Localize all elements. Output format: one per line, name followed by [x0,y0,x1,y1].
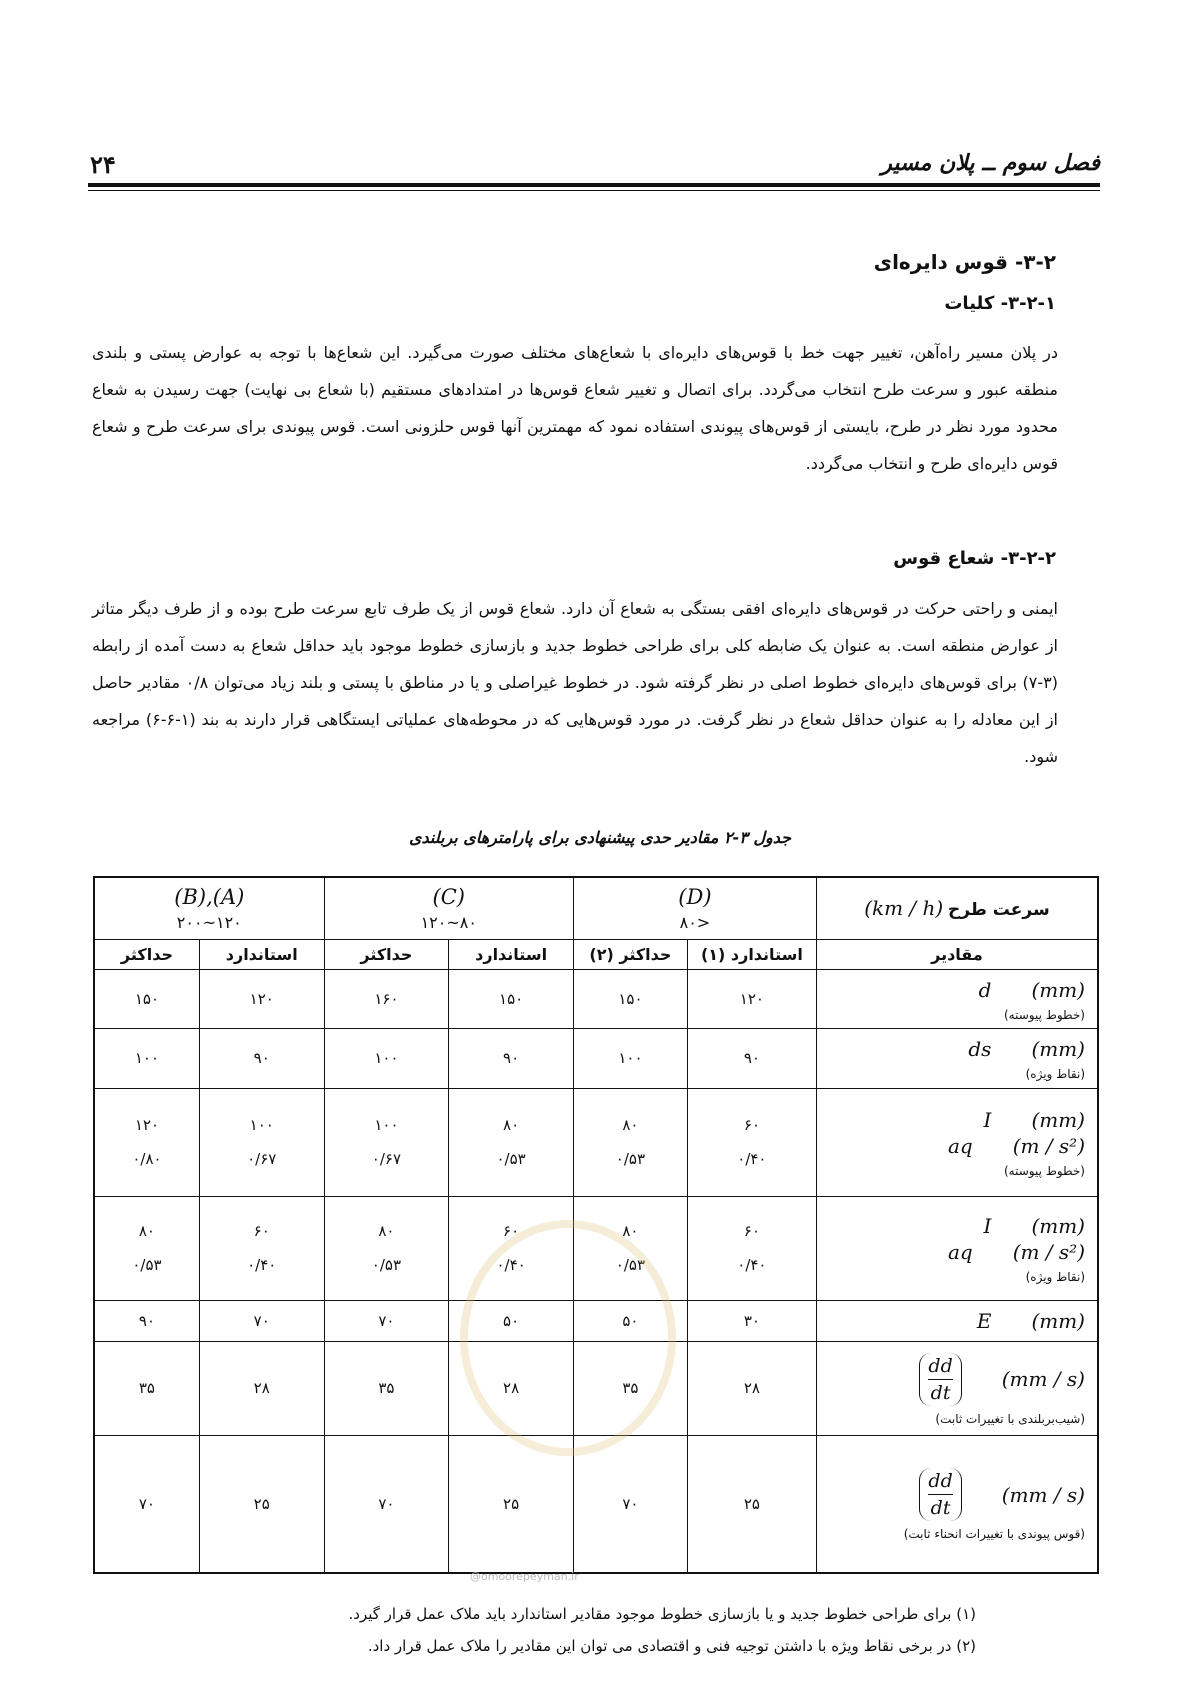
page-number: ۲۴ [90,150,116,179]
value-bottom: ۰/۵۳ [615,1256,646,1274]
value-bottom: ۰/۴۰ [737,1256,767,1274]
value-top: ۶۰ [743,1222,760,1240]
table-row [94,1088,1098,1196]
value-bottom: ۰/۵۳ [371,1256,402,1274]
subheader-cell: حداکثر [324,939,449,969]
value-cell: ۱۵۰ [94,969,199,1028]
values-header: مقادیر [816,939,1098,969]
value-cell: ۱۰۰ [324,1028,449,1088]
value-cell: ۷۰ [324,1435,449,1573]
param-unit: (mm / s) [1001,1367,1085,1391]
param-symbol: I [983,1108,992,1132]
group-label: (C) [432,884,465,909]
value-cell: ۵۰ [573,1300,687,1341]
value-cell: ۲۵ [449,1435,574,1573]
value-cell: ۷۰ [199,1300,324,1341]
value-top: ۶۰ [503,1222,520,1240]
value-cell [199,1196,324,1300]
value-cell: ۱۲۰ [199,969,324,1028]
table-header-row [94,877,1098,939]
value-cell: ۱۵۰ [449,969,574,1028]
param-cell [816,1028,1098,1088]
param-symbol: I [983,1214,992,1238]
value-cell: ۷۰ [573,1435,687,1573]
value-cell [94,1196,199,1300]
param-symbol: aq [947,1134,973,1158]
value-cell: ۷۰ [324,1300,449,1341]
param-cell [816,1435,1098,1573]
param-note: (نقاط ویژه) [1025,1270,1085,1284]
speed-unit: (km / h) [864,896,944,921]
value-cell [449,1088,574,1196]
param-cell [816,1088,1098,1196]
table-subheader-row [94,939,1098,969]
param-note: (قوس پیوندی با تغییرات انحناء ثابت) [903,1527,1085,1542]
param-unit: (mm) [1031,1308,1085,1333]
value-cell [687,1088,816,1196]
group-header-d [573,877,816,939]
speed-header-label: سرعت طرح [948,900,1050,921]
subheader-cell: حداکثر [94,939,199,969]
param-unit: (mm) [1031,1214,1085,1238]
param-unit: (mm) [1031,1037,1085,1061]
table-row [94,1435,1098,1573]
param-unit: (m / s²) [1012,1134,1085,1158]
value-bottom: ۰/۵۳ [615,1150,646,1168]
value-bottom: ۰/۴۰ [247,1256,277,1274]
value-cell: ۲۵ [687,1435,816,1573]
value-bottom: ۰/۴۰ [737,1150,767,1168]
subheader-cell: استاندارد [199,939,324,969]
value-bottom: ۰/۶۷ [247,1150,277,1168]
speed-header-cell [816,877,1098,939]
table-caption: جدول ۳-۲ مقادیر حدی پیشنهادی برای پارامترهای بربلندی [408,828,792,847]
fraction-denominator: dt [930,1381,951,1404]
fraction-symbol [919,1468,961,1521]
value-cell: ۲۵ [199,1435,324,1573]
footnote-1: (۱) برای طراحی خطوط جدید و یا بازسازی خطوط موجود مقادیر استاندارد باید ملاک عمل قرار گیرد. [348,1605,976,1623]
value-top: ۸۰ [622,1116,639,1134]
subheader-cell: استاندارد (۱) [687,939,816,969]
value-top: ۶۰ [253,1222,270,1240]
value-bottom: ۰/۶۷ [371,1150,402,1168]
value-bottom: ۰/۵۳ [132,1256,162,1274]
value-cell: ۵۰ [449,1300,574,1341]
group-range: ۸۰~۱۲۰ [420,912,477,932]
footnote-2: (۲) در برخی نقاط ویژه با داشتن توجیه فنی و اقتصادی می توان این مقادیر را ملاک عمل قرار داد. [367,1637,976,1655]
value-cell: ۳۵ [324,1341,449,1435]
value-top: ۸۰ [503,1116,520,1134]
fraction-symbol [919,1353,961,1406]
value-cell: ۹۰ [94,1300,199,1341]
param-note: (نقاط ویژه) [1025,1067,1085,1081]
value-cell: ۹۰ [687,1028,816,1088]
param-cell [816,969,1098,1028]
param-note: (خطوط پیوسته) [1003,1164,1085,1178]
watermark-seal [460,1220,676,1456]
value-bottom: ۰/۴۰ [496,1256,526,1274]
watermark-text: @omoorepeyman.ir [470,1570,579,1583]
group-label: (A),(B) [174,884,245,909]
chapter-title: فصل سوم ــ پلان مسیر [881,150,1100,176]
group-header-ab [94,877,324,939]
subsection-heading-general: ۳-۲-۱- کلیات [944,293,1056,314]
table-row [94,969,1098,1028]
value-cell: ۲۸ [449,1341,574,1435]
group-range: ۱۲۰~۲۰۰ [176,912,242,932]
value-cell: ۲۸ [199,1341,324,1435]
value-cell: ۳۵ [94,1341,199,1435]
value-cell: ۹۰ [449,1028,574,1088]
value-cell [94,1088,199,1196]
fraction-numerator: dd [928,1470,953,1493]
paragraph-general: در پلان مسیر راه‌آهن، تغییر جهت خط با قوس‌های دایره‌ای با شعاع‌های مختلف صورت می‌گیرد. این شعاع‌ها با توجه به عوارض پستی و بلندی منطقه عبور و سرعت طرح انتخاب می‌گردد. برای اتصال و تغییر شعاع قوس‌ها در امتدادهای مستقیم (با شعاع بی نهایت) جهت رسیدن به شعاع محدود مورد نظر در طرح، بایستی از قوس‌های پیوندی استفاده نمود که مهمترین آنها قوس حلزونی است. قوس پیوندی برای سرعت طرح و شعاع قوس دایره‌ای طرح و انتخاب می‌گردد. [92,343,1058,473]
header-rule-thick [88,183,1100,187]
value-cell [324,1196,449,1300]
value-cell [573,1088,687,1196]
param-symbol: E [976,1308,992,1333]
param-note: (خطوط پیوسته) [1003,1007,1085,1022]
value-top: ۸۰ [138,1222,155,1240]
value-cell: ۱۲۰ [687,969,816,1028]
value-cell: ۱۰۰ [94,1028,199,1088]
value-cell: ۱۰۰ [573,1028,687,1088]
param-unit: (mm) [1031,1108,1085,1132]
table-row [94,1028,1098,1088]
header-rule-thin [88,190,1100,191]
param-symbol: d [978,977,992,1002]
value-bottom: ۰/۵۳ [496,1150,526,1168]
param-note: (شیب‌بربلندی با تغییرات ثابت) [935,1411,1085,1426]
value-cell: ۳۵ [573,1341,687,1435]
param-symbol: ds [968,1037,992,1061]
param-cell [816,1300,1098,1341]
value-cell: ۳۰ [687,1300,816,1341]
param-symbol: aq [947,1240,973,1264]
group-range: <۸۰ [679,912,711,932]
value-cell: ۱۶۰ [324,969,449,1028]
value-top: ۱۰۰ [374,1116,399,1134]
fraction-numerator: dd [928,1354,953,1377]
paragraph-radius: ایمنی و راحتی حرکت در قوس‌های دایره‌ای افقی بستگی به شعاع آن دارد. شعاع قوس از یک طرف تابع سرعت طرح بوده و از طرف دیگر متاثر از عوارض منطقه است. به عنوان یک ضابطه کلی برای طراحی خطوط جدید و بازسازی خطوط موجود باید حداقل شعاع به دست آمده از رابطه (۳-۷) برای قوس‌های دایره‌ای خطوط اصلی در نظر گرفته شود. در خطوط غیراصلی و یا در مناطق با پستی و بلند زیاد می‌توان ۰/۸ مقادیر حاصل از این معادله را به عنوان حداقل شعاع در نظر گرفت. در مورد قوس‌هایی که در محوطه‌های عملیاتی ایستگاهی قرار دارند به بند (۱-۶-۶) مراجعه شود. [92,599,1059,766]
param-unit: (mm / s) [1001,1482,1085,1507]
param-unit: (m / s²) [1012,1240,1085,1264]
value-top: ۸۰ [378,1222,395,1240]
value-cell: ۹۰ [199,1028,324,1088]
value-bottom: ۰/۸۰ [132,1150,162,1168]
table-footnotes [349,1598,977,1662]
value-top: ۱۲۰ [134,1116,160,1134]
value-top: ۶۰ [743,1116,760,1134]
value-cell: ۲۸ [687,1341,816,1435]
value-top: ۸۰ [622,1222,639,1240]
param-unit: (mm) [1031,977,1085,1002]
group-header-c [324,877,573,939]
subsection-heading-radius: ۳-۲-۲- شعاع قوس [893,548,1056,569]
value-cell: ۱۵۰ [573,969,687,1028]
value-cell [687,1196,816,1300]
value-cell [199,1088,324,1196]
value-cell [324,1088,449,1196]
subheader-cell: حداکثر (۲) [573,939,687,969]
value-cell: ۷۰ [94,1435,199,1573]
param-cell [816,1196,1098,1300]
section-heading: ۳-۲- قوس دایره‌ای [873,250,1056,274]
value-top: ۱۰۰ [249,1116,274,1134]
subheader-cell: استاندارد [449,939,574,969]
group-label: (D) [678,884,712,909]
param-cell [816,1341,1098,1435]
fraction-denominator: dt [930,1497,951,1520]
